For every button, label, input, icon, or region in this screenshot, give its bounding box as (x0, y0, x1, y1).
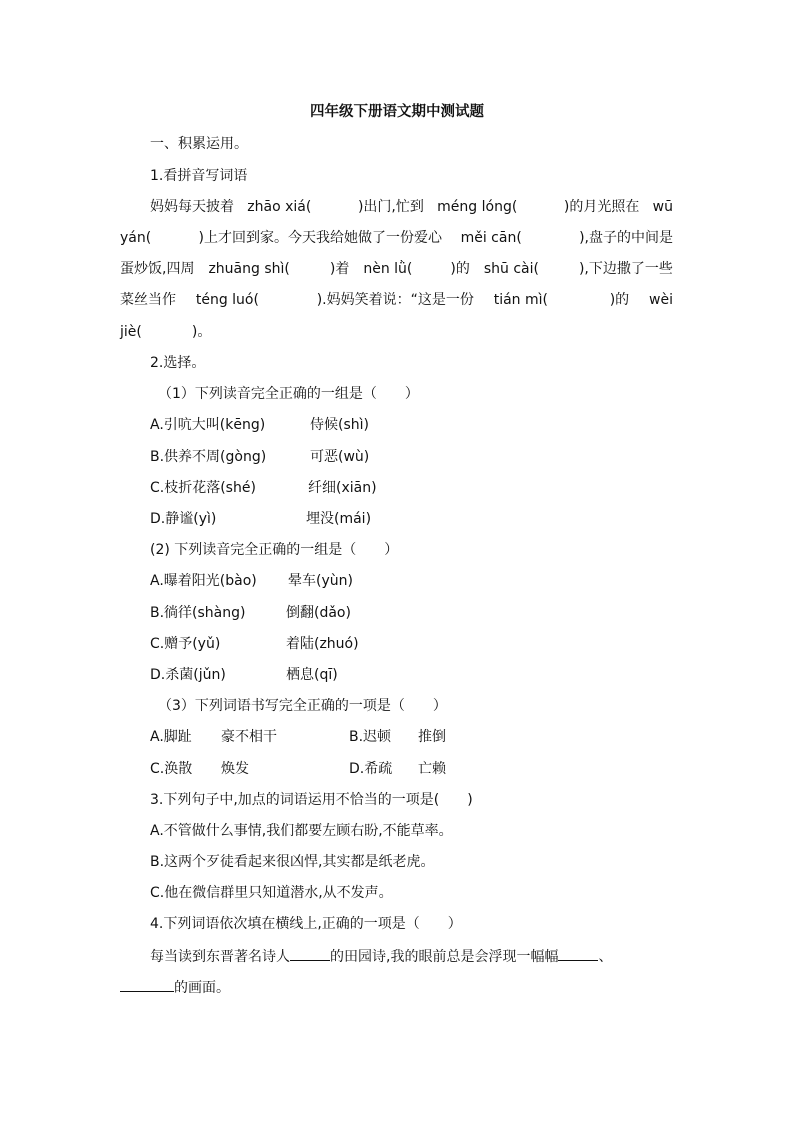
q2-sub2-option-a-word2: 晕车(yùn) (288, 573, 353, 589)
q2-sub1-option-c: C.枝折花落(shé) (150, 480, 256, 496)
q2-sub2-option-d-word2: 栖息(qī) (286, 667, 338, 683)
q2-sub2-option-b: B.徜徉(shàng) (150, 605, 246, 621)
q2-sub1-option-a-word2: 侍候(shì) (310, 417, 369, 433)
question-2-label: 2.选择。 (150, 355, 206, 371)
blank-3[interactable] (120, 977, 174, 992)
q2-sub1-option-a: A.引吭大叫(kēng) (150, 417, 266, 433)
q3-option-a: A.不管做什么事情,我们都要左顾右盼,不能草率。 (150, 823, 453, 839)
q4-passage-line-1: 每当读到东晋著名诗人 的田园诗,我的眼前总是会浮现一幅幅 、 (150, 946, 612, 967)
q2-sub3-option-b-word2: 推倒 (418, 729, 446, 745)
q2-sub1-stem: （1）下列读音完全正确的一组是（ ） (158, 386, 419, 402)
q2-sub3-option-b: B.迟顿 (349, 729, 392, 745)
question-1-label: 1.看拼音写词语 (150, 168, 248, 184)
q2-sub3-option-c-word2: 焕发 (221, 761, 249, 777)
q3-option-c: C.他在微信群里只知道潜水,从不发声。 (150, 885, 393, 901)
q2-sub3-option-c: C.涣散 (150, 761, 193, 777)
q2-sub2-option-b-word2: 倒翻(dǎo) (286, 605, 351, 621)
q3-option-b: B.这两个歹徒看起来很凶悍,其实都是纸老虎。 (150, 854, 435, 870)
q2-sub2-option-c: C.赠予(yǔ) (150, 636, 221, 652)
question-3-stem: 3.下列句子中,加点的词语运用不恰当的一项是( ) (150, 792, 473, 808)
q2-sub3-option-a: A.脚趾 (150, 729, 192, 745)
q2-sub1-option-d: D.静谧(yì) (150, 511, 217, 527)
q2-sub1-option-b-word2: 可恶(wù) (310, 449, 370, 465)
q2-sub2-option-c-word2: 着陆(zhuó) (286, 636, 359, 652)
question-4-stem: 4.下列词语依次填在横线上,正确的一项是（ ） (150, 916, 462, 932)
q1-paragraph-line-5: jiè( )。 (120, 324, 212, 340)
q2-sub2-option-d: D.杀菌(jǔn) (150, 667, 226, 683)
page-title: 四年级下册语文期中测试题 (310, 104, 484, 120)
blank-1[interactable] (290, 946, 330, 961)
q4-passage-line-2: 的画面。 (120, 977, 230, 998)
q2-sub3-option-a-word2: 豪不相干 (221, 729, 277, 745)
q2-sub1-option-d-word2: 埋没(mái) (306, 511, 372, 527)
q2-sub2-stem: (2) 下列读音完全正确的一组是（ ） (150, 542, 399, 558)
blank-2[interactable] (558, 946, 598, 961)
q1-paragraph-line-2: yán( )上才回到家。今天我给她做了一份爱心 měi cān( ),盘子的中间是 (120, 230, 673, 246)
q2-sub1-option-b: B.供养不周(gòng) (150, 449, 267, 465)
q1-paragraph-line-4: 菜丝当作 téng luó( ).妈妈笑着说：“这是一份 tián mì( )的 wèi (120, 292, 673, 308)
q1-paragraph-line-1: 妈妈每天披着 zhāo xiá( )出门,忙到 méng lóng( )的月光照在 wū (150, 199, 673, 215)
q2-sub1-option-c-word2: 纤细(xiān) (308, 480, 377, 496)
section-heading: 一、积累运用。 (150, 136, 248, 152)
q1-paragraph-line-3: 蛋炒饭,四周 zhuāng shì( )着 nèn lǜ( )的 shū cài( ),下边撒了一些 (120, 261, 673, 277)
q2-sub3-stem: （3）下列词语书写完全正确的一项是（ ） (158, 698, 447, 714)
q2-sub3-option-d: D.希疏 (349, 761, 393, 777)
q2-sub3-option-d-word2: 亡赖 (418, 761, 446, 777)
q2-sub2-option-a: A.曝着阳光(bào) (150, 573, 257, 589)
